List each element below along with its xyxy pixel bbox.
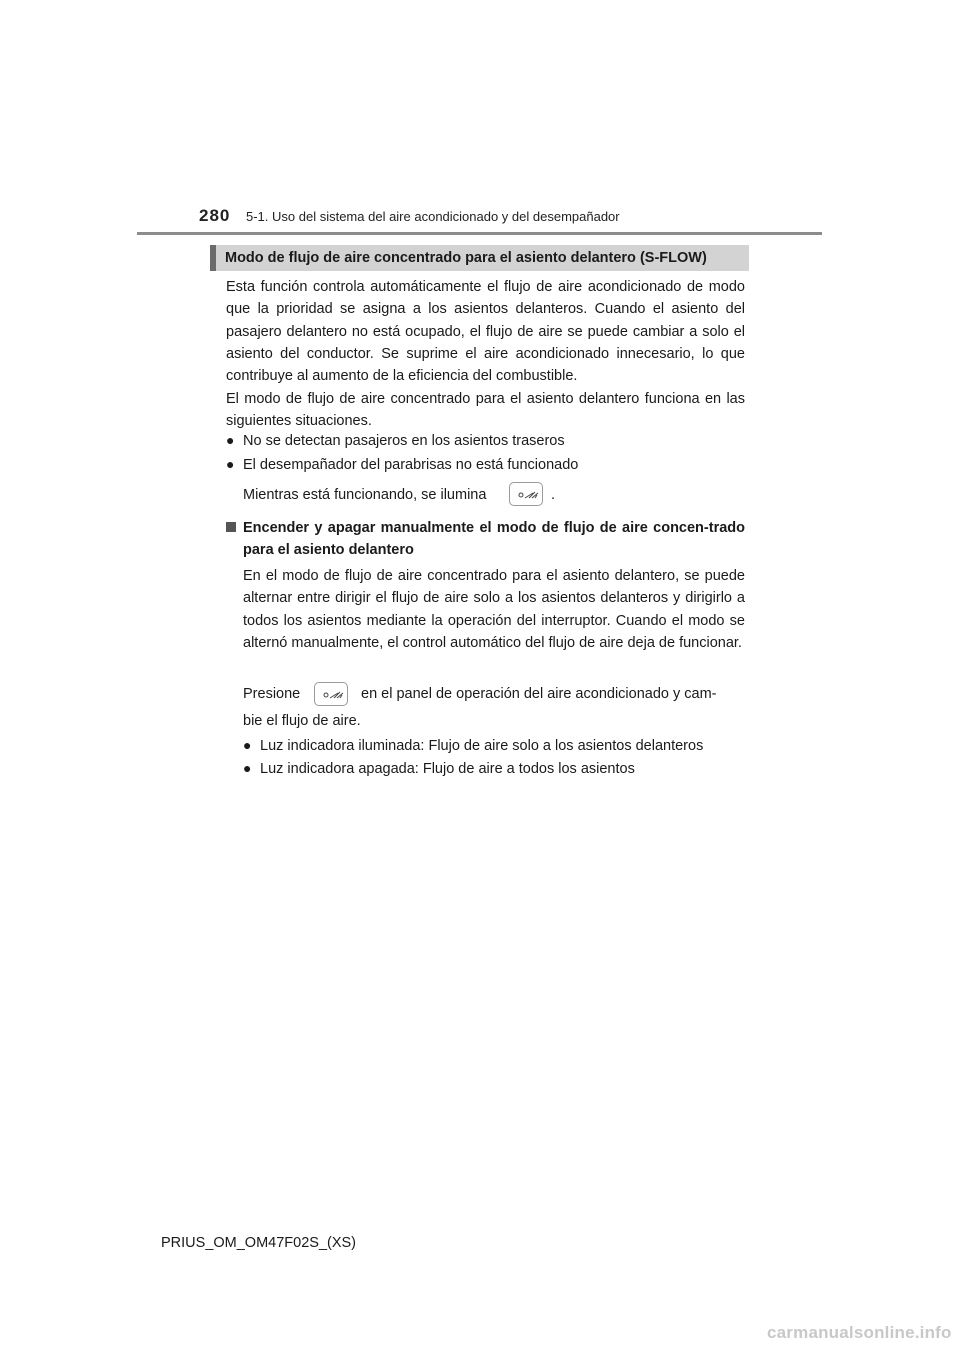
list-item-text: Luz indicadora iluminada: Flujo de aire solo a los asientos delanteros xyxy=(260,738,704,754)
s-flow-icon xyxy=(510,483,544,507)
illumination-note-prefix: Mientras está funcionando, se ilumina xyxy=(243,487,487,503)
s-flow-button-icon xyxy=(509,482,543,506)
section-title: 5-1. Uso del sistema del aire acondicionado y del desempañador xyxy=(246,209,620,224)
page-header xyxy=(0,0,960,240)
manual-toggle-heading-text: Encender y apagar manualmente el modo de flujo de aire concen-trado para el asiento delantero xyxy=(243,520,745,559)
document-code: PRIUS_OM_OM47F02S_(XS) xyxy=(161,1235,357,1251)
bullet-icon: ● xyxy=(226,432,235,448)
list-item-text: Luz indicadora apagada: Flujo de aire a todos los asientos xyxy=(260,761,635,777)
manual-toggle-paragraph: En el modo de flujo de aire concentrado para el asiento delantero, se puede alternar entre dirigir el flujo de aire solo a los asientos delanteros y dirigirlo a todos los asientos mediante la operación del interruptor. Cuando el modo se alternó manualmente, el control automático del flujo de aire deja de funcionar. xyxy=(243,568,745,651)
square-bullet-icon xyxy=(226,522,236,532)
topic-title-bar: Modo de flujo de aire concentrado para el asiento delantero (S-FLOW) xyxy=(210,245,749,271)
manual-toggle-heading xyxy=(226,517,745,562)
bullet-icon: ● xyxy=(226,456,235,472)
s-flow-button-icon xyxy=(314,682,348,706)
list-item xyxy=(243,734,745,757)
intro-paragraph-2: El modo de flujo de aire concentrado para el asiento delantero funciona en las siguientes situaciones. xyxy=(226,391,745,430)
press-instruction-continuation: bie el flujo de aire. xyxy=(243,713,361,729)
list-item xyxy=(243,757,745,780)
watermark: carmanualsonline.info xyxy=(767,1323,952,1342)
bullet-icon: ● xyxy=(243,737,252,753)
header-divider xyxy=(137,232,822,235)
illumination-note-suffix: . xyxy=(551,487,556,503)
press-instruction-suffix: en el panel de operación del aire acondicionado y cam- xyxy=(361,686,717,702)
intro-paragraph-1: Esta función controla automáticamente el flujo de aire acondicionado de modo que la prioridad se asigna a los asientos delanteros. Cuando el asiento del pasajero delantero no está ocupado, el flujo de aire se puede cambiar a solo el asiento del conductor. Se suprime el aire acondicionado innecesario, lo que contribuye al aumento de la eficiencia del combustible. xyxy=(226,279,745,385)
s-flow-icon xyxy=(315,683,349,707)
bullet-icon: ● xyxy=(243,760,252,776)
list-item xyxy=(226,429,745,452)
press-instruction-prefix: Presione xyxy=(243,686,301,702)
list-item xyxy=(226,453,745,476)
list-item-text: No se detectan pasajeros en los asientos traseros xyxy=(243,433,565,449)
page-number: 280 xyxy=(199,206,231,225)
list-item-text: El desempañador del parabrisas no está funcionado xyxy=(243,457,579,473)
